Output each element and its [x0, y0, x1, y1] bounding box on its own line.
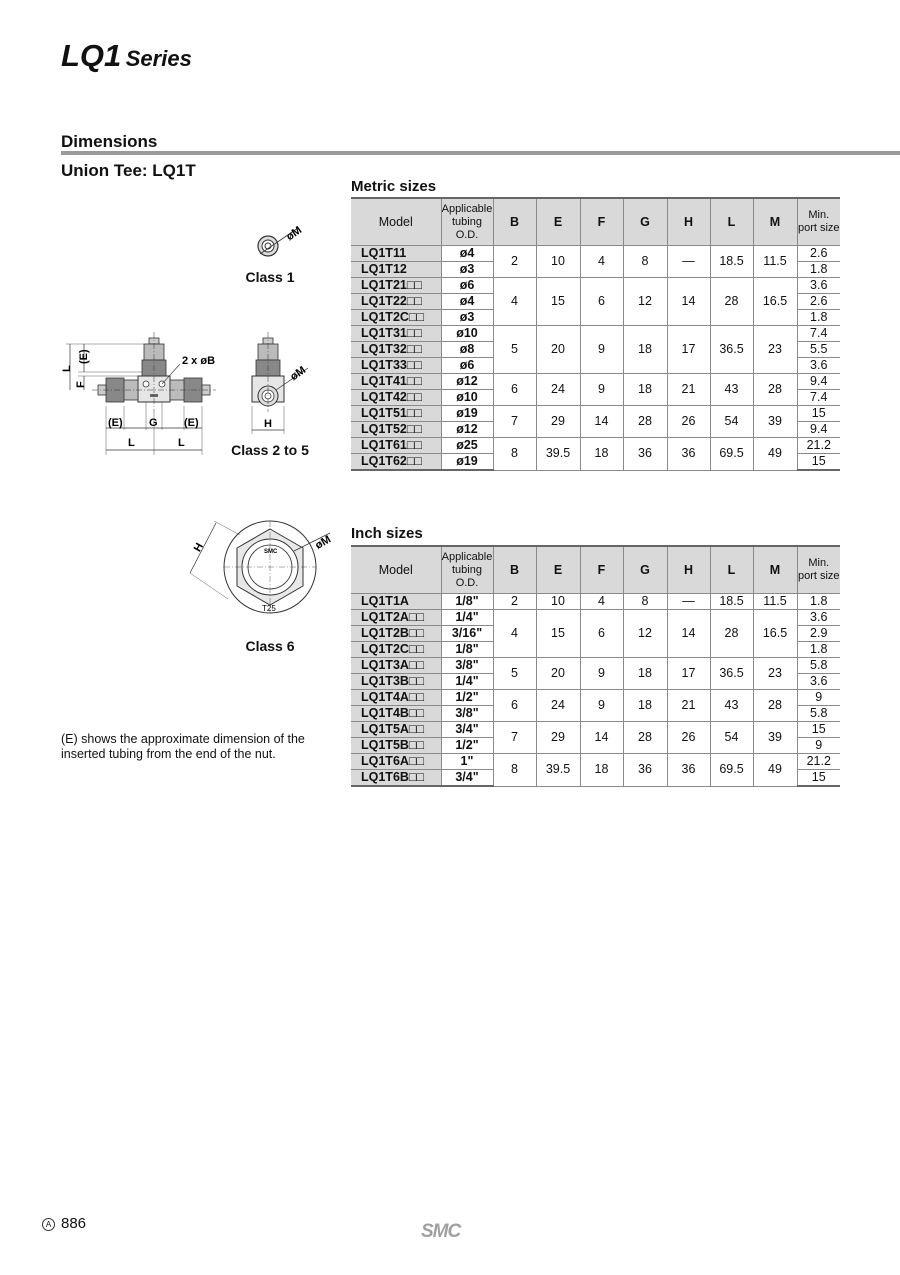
tubing-cell: 3/4": [441, 722, 493, 738]
dim-cell-e: 20: [536, 326, 580, 374]
model-cell: LQ1T6B□□: [351, 770, 441, 787]
minport-cell: 15: [797, 770, 840, 787]
class25-front-drawing: [58, 330, 233, 460]
model-cell: LQ1T32□□: [351, 342, 441, 358]
dim-cell-f: 9: [580, 374, 623, 406]
dim-cell-l: 69.5: [710, 438, 753, 471]
model-cell: LQ1T61□□: [351, 438, 441, 454]
dim-cell-b: 6: [493, 690, 536, 722]
dim-cell-m: 23: [753, 326, 797, 374]
minport-cell: 3.6: [797, 674, 840, 690]
minport-cell: 7.4: [797, 326, 840, 342]
dim-cell-m: 16.5: [753, 610, 797, 658]
dim-cell-h: 17: [667, 658, 710, 690]
model-cell: LQ1T33□□: [351, 358, 441, 374]
metric-table: [351, 197, 840, 471]
tubing-cell: 1/2": [441, 690, 493, 706]
dim-cell-f: 6: [580, 278, 623, 326]
front-dim-e-right: (E): [184, 417, 199, 429]
dim-cell-g: 12: [623, 610, 667, 658]
series-suffix: Series: [125, 46, 192, 71]
inch-table: [351, 545, 840, 787]
model-cell: LQ1T11: [351, 246, 441, 262]
dim-cell-g: 18: [623, 658, 667, 690]
metric-header-model: Model: [351, 198, 441, 246]
dim-cell-f: 9: [580, 690, 623, 722]
dim-cell-g: 36: [623, 754, 667, 787]
table-row: [351, 374, 840, 390]
dim-cell-m: 49: [753, 438, 797, 471]
dimension-note: (E) shows the approximate dimension of the inserted tubing from the end of the nut.: [61, 732, 305, 761]
metric-caption: Metric sizes: [351, 178, 437, 195]
metric-header-minport: Min. port size: [797, 198, 840, 246]
metric-header-h: H: [667, 198, 710, 246]
inch-header-row: [351, 546, 840, 594]
minport-cell: 15: [797, 406, 840, 422]
tubing-cell: ø3: [441, 310, 493, 326]
dim-cell-l: 28: [710, 278, 753, 326]
dim-cell-m: 49: [753, 754, 797, 787]
dim-cell-f: 14: [580, 406, 623, 438]
dim-cell-e: 29: [536, 722, 580, 754]
inch-header-g: G: [623, 546, 667, 594]
dim-cell-e: 29: [536, 406, 580, 438]
dim-cell-l: 18.5: [710, 594, 753, 610]
metric-header-tubing: Applicable tubing O.D.: [441, 198, 493, 246]
minport-cell: 1.8: [797, 262, 840, 278]
tubing-cell: 1/2": [441, 738, 493, 754]
metric-header-f: F: [580, 198, 623, 246]
model-cell: LQ1T31□□: [351, 326, 441, 342]
front-dim-l-left: L: [128, 437, 135, 449]
minport-cell: 2.9: [797, 626, 840, 642]
minport-cell: 3.6: [797, 610, 840, 626]
dim-cell-f: 4: [580, 246, 623, 278]
class1-drawing: [240, 218, 320, 268]
front-dim-l-vertical: L: [61, 365, 73, 372]
dim-cell-h: 14: [667, 278, 710, 326]
inch-body: [351, 594, 840, 787]
dim-cell-h: —: [667, 246, 710, 278]
tubing-cell: 3/8": [441, 658, 493, 674]
model-cell: LQ1T5B□□: [351, 738, 441, 754]
dim-cell-b: 7: [493, 406, 536, 438]
dim-cell-e: 10: [536, 246, 580, 278]
dim-cell-m: 28: [753, 690, 797, 722]
tubing-cell: 3/4": [441, 770, 493, 787]
minport-cell: 15: [797, 454, 840, 471]
model-cell: LQ1T1A: [351, 594, 441, 610]
dim-cell-m: 11.5: [753, 246, 797, 278]
dim-cell-f: 9: [580, 658, 623, 690]
model-cell: LQ1T6A□□: [351, 754, 441, 770]
inch-header-model: Model: [351, 546, 441, 594]
dim-cell-e: 20: [536, 658, 580, 690]
dim-cell-f: 14: [580, 722, 623, 754]
model-cell: LQ1T41□□: [351, 374, 441, 390]
minport-cell: 2.6: [797, 246, 840, 262]
minport-cell: 1.8: [797, 642, 840, 658]
dim-cell-h: 26: [667, 722, 710, 754]
tubing-cell: ø6: [441, 358, 493, 374]
minport-cell: 2.6: [797, 294, 840, 310]
dim-cell-b: 2: [493, 594, 536, 610]
dim-cell-b: 4: [493, 278, 536, 326]
dim-cell-g: 18: [623, 690, 667, 722]
section-subheading: Union Tee: LQ1T: [61, 161, 196, 180]
model-cell: LQ1T62□□: [351, 454, 441, 471]
inch-header-f: F: [580, 546, 623, 594]
dim-cell-l: 18.5: [710, 246, 753, 278]
inch-header-tubing: Applicable tubing O.D.: [441, 546, 493, 594]
inch-header-b: B: [493, 546, 536, 594]
model-cell: LQ1T51□□: [351, 406, 441, 422]
model-cell: LQ1T21□□: [351, 278, 441, 294]
dim-cell-l: 36.5: [710, 326, 753, 374]
class1-label: Class 1: [245, 269, 295, 285]
dim-cell-h: 14: [667, 610, 710, 658]
tubing-cell: 1/4": [441, 610, 493, 626]
dim-cell-g: 8: [623, 246, 667, 278]
minport-cell: 5.8: [797, 658, 840, 674]
dim-cell-h: 17: [667, 326, 710, 374]
section-heading: Dimensions: [61, 132, 158, 151]
front-dim-e-vertical: (E): [78, 349, 90, 364]
metric-header-e: E: [536, 198, 580, 246]
minport-cell: 1.8: [797, 594, 840, 610]
table-row: [351, 278, 840, 294]
dim-cell-m: 39: [753, 722, 797, 754]
table-row: [351, 594, 840, 610]
minport-cell: 9.4: [797, 374, 840, 390]
dim-cell-m: 28: [753, 374, 797, 406]
tubing-cell: ø4: [441, 246, 493, 262]
dim-cell-b: 4: [493, 610, 536, 658]
tubing-cell: 1/8": [441, 642, 493, 658]
tubing-cell: ø10: [441, 326, 493, 342]
metric-header-m: M: [753, 198, 797, 246]
dim-cell-h: 36: [667, 438, 710, 471]
minport-cell: 9: [797, 690, 840, 706]
model-cell: LQ1T2B□□: [351, 626, 441, 642]
table-row: [351, 658, 840, 674]
model-cell: LQ1T3B□□: [351, 674, 441, 690]
tubing-cell: ø25: [441, 438, 493, 454]
model-cell: LQ1T12: [351, 262, 441, 278]
metric-header-row: [351, 198, 840, 246]
dim-cell-m: 39: [753, 406, 797, 438]
dim-cell-g: 8: [623, 594, 667, 610]
dim-cell-b: 8: [493, 754, 536, 787]
model-cell: LQ1T52□□: [351, 422, 441, 438]
dim-cell-m: 16.5: [753, 278, 797, 326]
dim-cell-h: 36: [667, 754, 710, 787]
dim-cell-e: 10: [536, 594, 580, 610]
model-cell: LQ1T4B□□: [351, 706, 441, 722]
tubing-cell: ø19: [441, 406, 493, 422]
model-cell: LQ1T22□□: [351, 294, 441, 310]
dim-cell-g: 18: [623, 326, 667, 374]
class1-dim-m: øM: [284, 224, 305, 244]
dim-cell-g: 18: [623, 374, 667, 406]
minport-cell: 9: [797, 738, 840, 754]
class25-label: Class 2 to 5: [231, 442, 309, 458]
dim-cell-f: 4: [580, 594, 623, 610]
front-dim-b: 2 x øB: [182, 355, 216, 367]
table-row: [351, 438, 840, 454]
front-dim-g: G: [149, 417, 158, 429]
dim-cell-m: 23: [753, 658, 797, 690]
class6-drawing: [180, 515, 340, 625]
dim-cell-l: 54: [710, 722, 753, 754]
minport-cell: 5.8: [797, 706, 840, 722]
side-dim-m: øM: [288, 364, 309, 384]
dim-cell-l: 54: [710, 406, 753, 438]
dim-cell-h: 26: [667, 406, 710, 438]
tubing-cell: ø4: [441, 294, 493, 310]
dim-cell-e: 15: [536, 610, 580, 658]
metric-header-l: L: [710, 198, 753, 246]
tubing-cell: ø6: [441, 278, 493, 294]
series-main: LQ1: [61, 38, 122, 73]
inch-header-minport: Min. port size: [797, 546, 840, 594]
model-cell: LQ1T3A□□: [351, 658, 441, 674]
dim-cell-l: 43: [710, 374, 753, 406]
dim-cell-b: 5: [493, 658, 536, 690]
minport-cell: 21.2: [797, 754, 840, 770]
page-mark: A: [42, 1218, 55, 1231]
dim-cell-g: 28: [623, 722, 667, 754]
dim-cell-e: 39.5: [536, 438, 580, 471]
minport-cell: 5.5: [797, 342, 840, 358]
inch-header-e: E: [536, 546, 580, 594]
page-number-value: 886: [61, 1215, 87, 1232]
brand-logo: SMC: [421, 1221, 461, 1242]
dim-cell-e: 24: [536, 374, 580, 406]
tubing-cell: ø3: [441, 262, 493, 278]
dim-cell-b: 7: [493, 722, 536, 754]
tubing-cell: 1/4": [441, 674, 493, 690]
tubing-cell: 3/8": [441, 706, 493, 722]
dim-cell-g: 28: [623, 406, 667, 438]
dim-cell-g: 36: [623, 438, 667, 471]
class6-dim-h: H: [191, 541, 207, 554]
dim-cell-g: 12: [623, 278, 667, 326]
dim-cell-e: 15: [536, 278, 580, 326]
minport-cell: 21.2: [797, 438, 840, 454]
dim-cell-m: 11.5: [753, 594, 797, 610]
tubing-cell: ø8: [441, 342, 493, 358]
dim-cell-b: 6: [493, 374, 536, 406]
page-number: [42, 1215, 86, 1232]
table-row: [351, 722, 840, 738]
model-cell: LQ1T2C□□: [351, 642, 441, 658]
minport-cell: 3.6: [797, 278, 840, 294]
tubing-cell: 3/16": [441, 626, 493, 642]
metric-body: [351, 246, 840, 471]
class25-side-drawing: [238, 330, 318, 440]
model-cell: LQ1T4A□□: [351, 690, 441, 706]
table-row: [351, 326, 840, 342]
inch-header-l: L: [710, 546, 753, 594]
dim-cell-f: 6: [580, 610, 623, 658]
dim-cell-b: 8: [493, 438, 536, 471]
class6-dim-m: øM: [313, 533, 334, 552]
model-cell: LQ1T2A□□: [351, 610, 441, 626]
class6-label: Class 6: [245, 638, 295, 654]
model-cell: LQ1T2C□□: [351, 310, 441, 326]
inch-header-h: H: [667, 546, 710, 594]
metric-header-b: B: [493, 198, 536, 246]
minport-cell: 15: [797, 722, 840, 738]
front-dim-l-right: L: [178, 437, 185, 449]
dim-cell-h: —: [667, 594, 710, 610]
dim-cell-e: 24: [536, 690, 580, 722]
inch-header-m: M: [753, 546, 797, 594]
table-row: [351, 754, 840, 770]
dim-cell-h: 21: [667, 374, 710, 406]
series-title: [61, 38, 192, 74]
side-dim-h: H: [264, 418, 272, 430]
dim-cell-f: 18: [580, 754, 623, 787]
minport-cell: 7.4: [797, 390, 840, 406]
dim-cell-b: 5: [493, 326, 536, 374]
dim-cell-l: 28: [710, 610, 753, 658]
minport-cell: 9.4: [797, 422, 840, 438]
model-cell: LQ1T5A□□: [351, 722, 441, 738]
table-row: [351, 610, 840, 626]
tubing-cell: 1/8": [441, 594, 493, 610]
dim-cell-e: 39.5: [536, 754, 580, 787]
dim-cell-f: 18: [580, 438, 623, 471]
dim-cell-h: 21: [667, 690, 710, 722]
tubing-cell: ø10: [441, 390, 493, 406]
table-row: [351, 246, 840, 262]
tubing-cell: ø12: [441, 422, 493, 438]
minport-cell: 3.6: [797, 358, 840, 374]
dim-cell-b: 2: [493, 246, 536, 278]
dim-cell-l: 69.5: [710, 754, 753, 787]
class6-t25: T25: [262, 604, 276, 613]
front-dim-e-left: (E): [108, 417, 123, 429]
table-row: [351, 406, 840, 422]
model-cell: LQ1T42□□: [351, 390, 441, 406]
metric-header-g: G: [623, 198, 667, 246]
tubing-cell: ø19: [441, 454, 493, 471]
inch-caption: Inch sizes: [351, 525, 423, 542]
dim-cell-f: 9: [580, 326, 623, 374]
dim-cell-l: 43: [710, 690, 753, 722]
table-row: [351, 690, 840, 706]
dim-cell-l: 36.5: [710, 658, 753, 690]
tubing-cell: ø12: [441, 374, 493, 390]
section-rule: [61, 151, 900, 155]
class6-logo: SMC: [264, 549, 278, 555]
tubing-cell: 1": [441, 754, 493, 770]
front-dim-f: F: [75, 381, 87, 388]
minport-cell: 1.8: [797, 310, 840, 326]
